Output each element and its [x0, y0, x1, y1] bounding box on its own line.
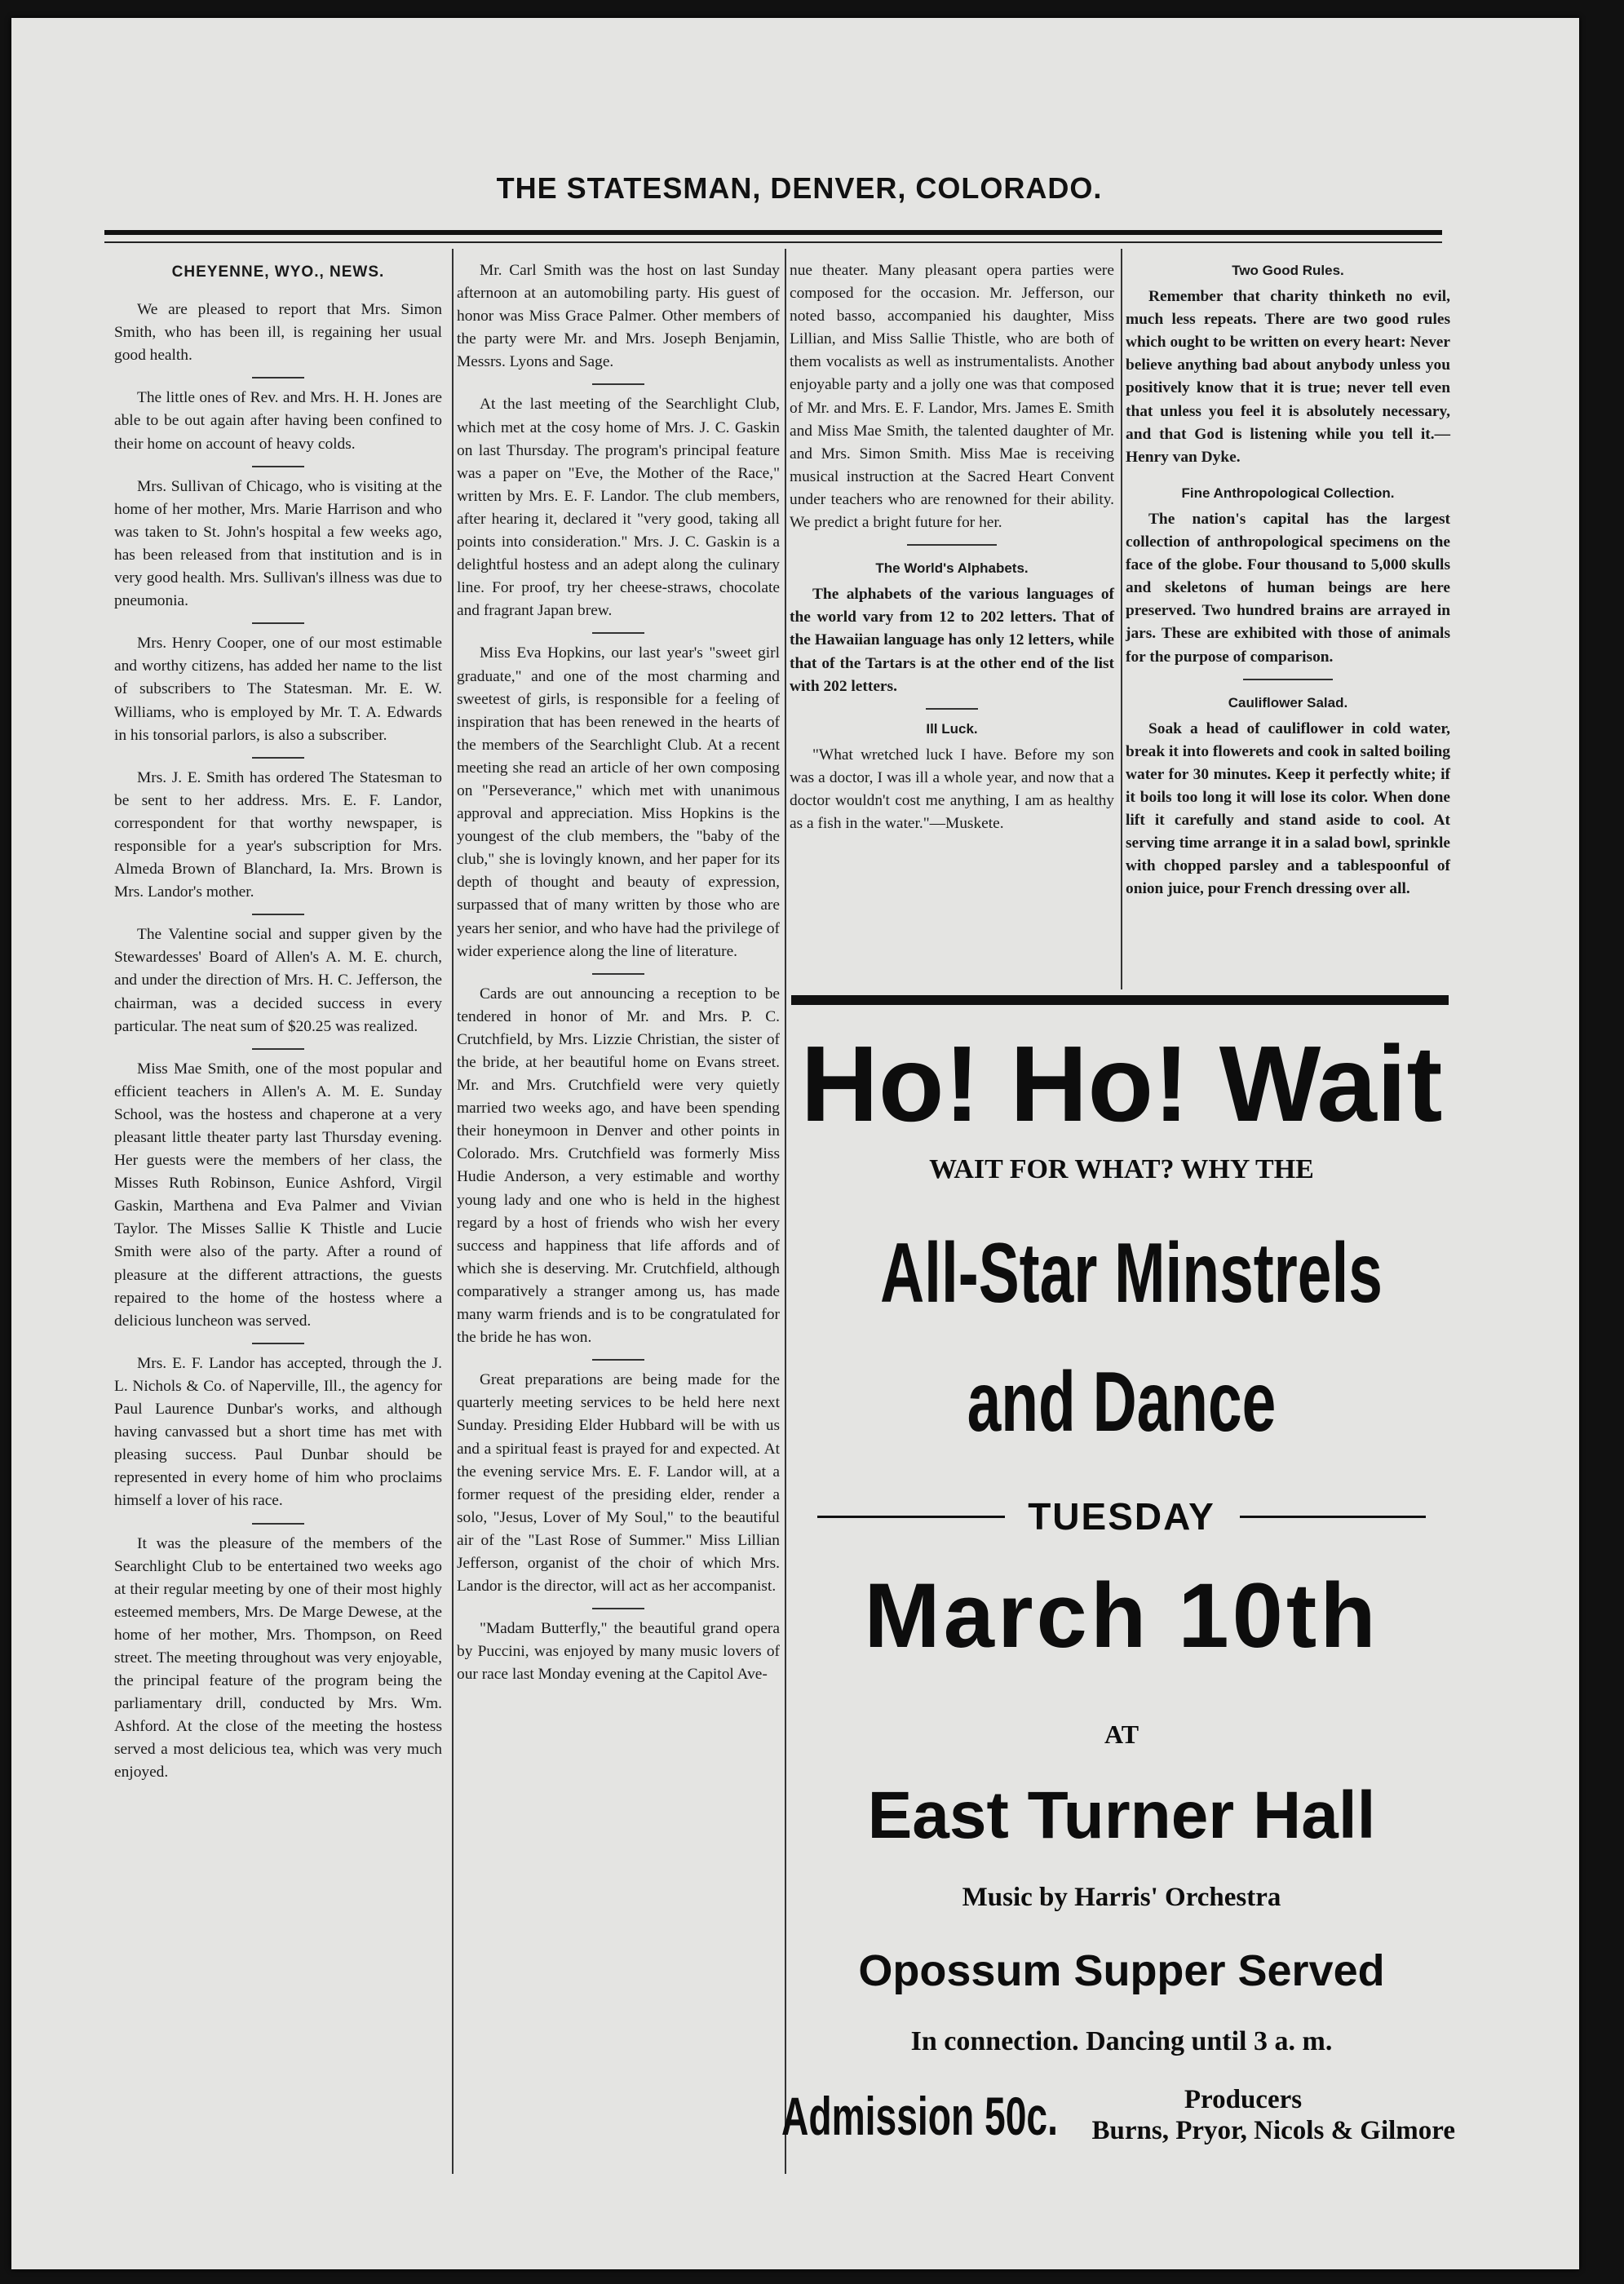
- item-separator: [252, 914, 304, 915]
- salad-heading: Cauliflower Salad.: [1228, 694, 1348, 710]
- ad-connection: In connection. Dancing until 3 a. m.: [910, 2026, 1333, 2056]
- column-cheyenne-news: [114, 261, 442, 1785]
- ad-day: TUESDAY: [1028, 1495, 1215, 1538]
- ill-luck-heading: Ill Luck.: [926, 720, 978, 737]
- item-separator: [926, 708, 978, 710]
- rules-text: Remember that charity thinketh no evil, much less repeats. There are two good rules which ought to be written on every heart: Never believe anything bad about anybody unless you positively know that it is true; never tell even that unless you feel it is absolutely necessary, and that God is listening while you tell it.—Henry van Dyke.: [1126, 288, 1450, 466]
- item-separator: [252, 757, 304, 759]
- column-divider: [452, 249, 454, 2174]
- news-item: Mrs. E. F. Landor has accepted, through the J. L. Nichols & Co. of Naperville, Ill., the agency for Paul Laurence Dunbar's works, and although having canvassed but a short time has met with pleasing success. Paul Dunbar should be represented in every home of him who proclaims himself a lover of his race.: [114, 1354, 442, 1510]
- news-item: The Valentine social and supper given by the Stewardesses' Board of Allen's A. M. E. church, and under the direction of Mrs. H. C. Jefferson, the chairman, was a decided success in every particular. The neat sum of $20.25 was realized.: [114, 926, 442, 1035]
- ad-venue: East Turner Hall: [867, 1778, 1376, 1852]
- anthropological-heading: Fine Anthropological Collection.: [1181, 485, 1395, 501]
- column-opera-and-fillers: [790, 259, 1114, 835]
- ad-top-border: [791, 995, 1449, 1005]
- item-separator: [252, 1523, 304, 1525]
- item-separator: [592, 1608, 644, 1609]
- item-separator: [592, 383, 644, 385]
- item-separator: [1243, 679, 1333, 680]
- rules-heading: Two Good Rules.: [1232, 263, 1344, 278]
- news-item: Great preparations are being made for the quarterly meeting services to be held here next Sunday. Presiding Elder Hubbard will be with us and a spiritual feast is prayed for and expected. At the evening service Mrs. E. F. Landor will, at a former request of the presiding elder, render a solo, "Jesus, Lover of My Soul," to the beautiful air of the "Last Rose of Summer." Miss Lillian Jefferson, organist of the choir of which Mrs. Landor is the director, will act as her accompanist.: [457, 1371, 780, 1596]
- ad-producers: Burns, Pryor, Nicols & Gilmore: [1091, 2116, 1455, 2145]
- masthead-rule-thin: [104, 241, 1442, 243]
- salad-text: Soak a head of cauliflower in cold water, break it into flowerets and cook in salted boiling water for 30 minutes. Keep it perfectly white; if it boils too long it will lose its color. When done lift it carefully and stand aside to cool. At serving time arrange it in a salad bowl, sprinkle with chopped parsley and a tablespoonful of onion juice, pour French dressing over all.: [1126, 719, 1450, 898]
- item-separator: [592, 632, 644, 634]
- ad-date: March 10th: [864, 1565, 1379, 1667]
- item-separator: [592, 1359, 644, 1361]
- item-separator: [907, 544, 997, 546]
- alphabets-heading: The World's Alphabets.: [875, 560, 1029, 577]
- item-separator: [592, 973, 644, 975]
- ad-at: AT: [1104, 1720, 1139, 1749]
- ad-rule-right: [1240, 1516, 1426, 1518]
- ad-title-dance: and Dance: [967, 1355, 1277, 1450]
- news-item: Mrs. Sullivan of Chicago, who is visiting at the home of her mother, Mrs. Marie Harrison and who was taken to St. John's hospital a few weeks ago, has been released from that institution and is in very good health. Mrs. Sullivan's illness was due to pneumonia.: [114, 477, 442, 610]
- news-item: Mrs. Henry Cooper, one of our most estimable and worthy citizens, has added her name to the list of subscribers to The Statesman. Mr. E. W. Williams, who is employed by Mr. T. A. Edwards in his tonsorial parlors, is also a subscriber.: [114, 635, 442, 744]
- column-society-news: [457, 259, 780, 1686]
- ad-supper: Opossum Supper Served: [858, 1946, 1385, 1995]
- news-item: The little ones of Rev. and Mrs. H. H. Jones are able to be out again after having been confined to their home on account of heavy colds.: [114, 389, 442, 453]
- ad-music: Music by Harris' Orchestra: [962, 1883, 1281, 1912]
- column-fillers: [1126, 259, 1450, 901]
- ad-title-minstrels: All-Star Minstrels: [880, 1226, 1383, 1321]
- ad-producers-label: Producers: [1184, 2085, 1303, 2114]
- ad-headline: Ho! Ho! Wait: [800, 1024, 1443, 1144]
- news-item: We are pleased to report that Mrs. Simon Smith, who has been ill, is regaining her usual good health.: [114, 301, 442, 365]
- minstrels-advertisement: [781, 1007, 1457, 2165]
- news-item: Cards are out announcing a reception to be tendered in honor of Mr. and Mrs. P. C. Crutchfield, by Mrs. Lizzie Christian, the sister of the bride, at her beautiful home on Evans street. Mr. and Mrs. Crutchfield were very quietly married two weeks ago, and have been spending their honeymoon in Denver and other points in Colorado. Mrs. Crutchfield was formerly Miss Hudie Anderson, a very estimable and worthy young lady and one who is held in the highest regard by a host of friends who wish her every success and happiness that life affords and of which she is deserving. Mr. Crutchfield, although comparatively a stranger among us, has made many warm friends and is to be congratulated for the bride he has won.: [457, 985, 780, 1347]
- item-separator: [252, 1343, 304, 1344]
- ill-luck-text: "What wretched luck I have. Before my son was a doctor, I was ill a whole year, and now that a doctor wouldn't cost me anything, I am as healthy as a fish in the water."—Muskete.: [790, 746, 1114, 833]
- column-divider: [1121, 249, 1122, 989]
- item-separator: [252, 1048, 304, 1050]
- news-item: Mrs. J. E. Smith has ordered The Statesman to be sent to her address. Mrs. E. F. Landor, correspondent for that worthy newspaper, is responsible for a year's subscription for Mrs. Almeda Brown of Blanchard, Ia. Mrs. Brown is Mrs. Landor's mother.: [114, 768, 442, 901]
- item-separator: [252, 377, 304, 378]
- news-item: Miss Eva Hopkins, our last year's "sweet girl graduate," and one of the most charming and sweetest of girls, is responsible for a feeling of inspiration that has been renewed in the hearts of the members of the Searchlight Club. At a recent meeting she read an article of her own composing on "Perseverance," which met with unanimous approval and appreciation. Miss Hopkins is the youngest of the club members, the "baby of the club," she is lovingly known, and her paper for its depth of thought and beauty of expression, surpassed that of many written by those who are years her senior, and who have had the privilege of wider experience along the line of literature.: [457, 644, 780, 960]
- news-item: It was the pleasure of the members of the Searchlight Club to be entertained two weeks ago at their regular meeting by one of their most highly esteemed members, Mrs. De Marge Dewese, at the home of her mother, Mrs. Thompson, on Reed street. The meeting throughout was very enjoyable, the principal feature of the program being the parliamentary drill, conducted by Mrs. Wm. Ashford. At the close of the meeting the hostess served a most delicious tea, which was very much enjoyed.: [114, 1534, 442, 1782]
- masthead: THE STATESMAN, DENVER, COLORADO.: [496, 171, 1103, 205]
- ad-subhead: WAIT FOR WHAT? WHY THE: [929, 1154, 1314, 1184]
- ad-admission: Admission 50c.: [781, 2086, 1058, 2146]
- news-item: Miss Mae Smith, one of the most popular and efficient teachers in Allen's A. M. E. Sunday School, was the hostess and chaperone at a very pleasant little theater party last Thursday evening. Her guests were the members of her class, the Misses Ruth Robinson, Eunice Ashford, Virgil Gaskin, Marthena and Eva Palmer and Vivian Taylor. The Misses Sallie K Thistle and Lucie Smith were also of the party. After a round of pleasure at the different attractions, the guests repaired to the home of the hostess where a delicious luncheon was served.: [114, 1060, 442, 1330]
- alphabets-text: The alphabets of the various languages of the world vary from 12 to 202 letters. That of the Hawaiian language has only 12 letters, while that of the Tartars is at the other end of the list with 202 letters.: [790, 586, 1114, 695]
- item-separator: [252, 466, 304, 467]
- anthropological-text: The nation's capital has the largest collection of anthropological specimens on the face of the globe. Four thousand to 5,000 skulls and skeletons of human beings are here preserved. Two hundred brains are arrayed in jars. These are exhibited with those of animals for the purpose of comparison.: [1126, 510, 1450, 666]
- masthead-rule: [104, 230, 1442, 235]
- news-item: Mr. Carl Smith was the host on last Sunday afternoon at an automobiling party. His guest of honor was Miss Grace Palmer. Other members of the party were Mr. and Mrs. Joseph Benjamin, Messrs. Lyons and Sage.: [457, 262, 780, 371]
- news-item: At the last meeting of the Searchlight Club, which met at the cosy home of Mrs. J. C. Gaskin on last Thursday. The program's principal feature was a paper on "Eve, the Mother of the Race," written by Mrs. E. F. Landor. The club members, after hearing it, declared it "very good, taking all points into consideration." Mrs. J. C. Gaskin is a delightful hostess and an adept along the culinary line. For proof, try her cheese-straws, chocolate and fragrant Japan brew.: [457, 396, 780, 620]
- item-separator: [252, 622, 304, 624]
- news-item: nue theater. Many pleasant opera parties were composed for the occasion. Mr. Jefferson, our noted basso, accompanied his daughter, Miss Lillian, and Miss Sallie Thistle, who are both of them vocalists as well as instrumentalists. Another enjoyable party and a jolly one was that composed of Mr. and Mrs. E. F. Landor, Mrs. James E. Smith and Miss Mae Smith, the talented daughter of Mr. and Mrs. Simon Smith. Miss Mae is receiving musical instruction at the Sacred Heart Convent under teachers who are renowned for their ability. We predict a bright future for her.: [790, 262, 1114, 532]
- news-item: "Madam Butterfly," the beautiful grand opera by Puccini, was enjoyed by many music lovers of our race last Monday evening at the Capitol Ave-: [457, 1620, 780, 1684]
- column-heading: CHEYENNE, WYO., NEWS.: [171, 263, 385, 281]
